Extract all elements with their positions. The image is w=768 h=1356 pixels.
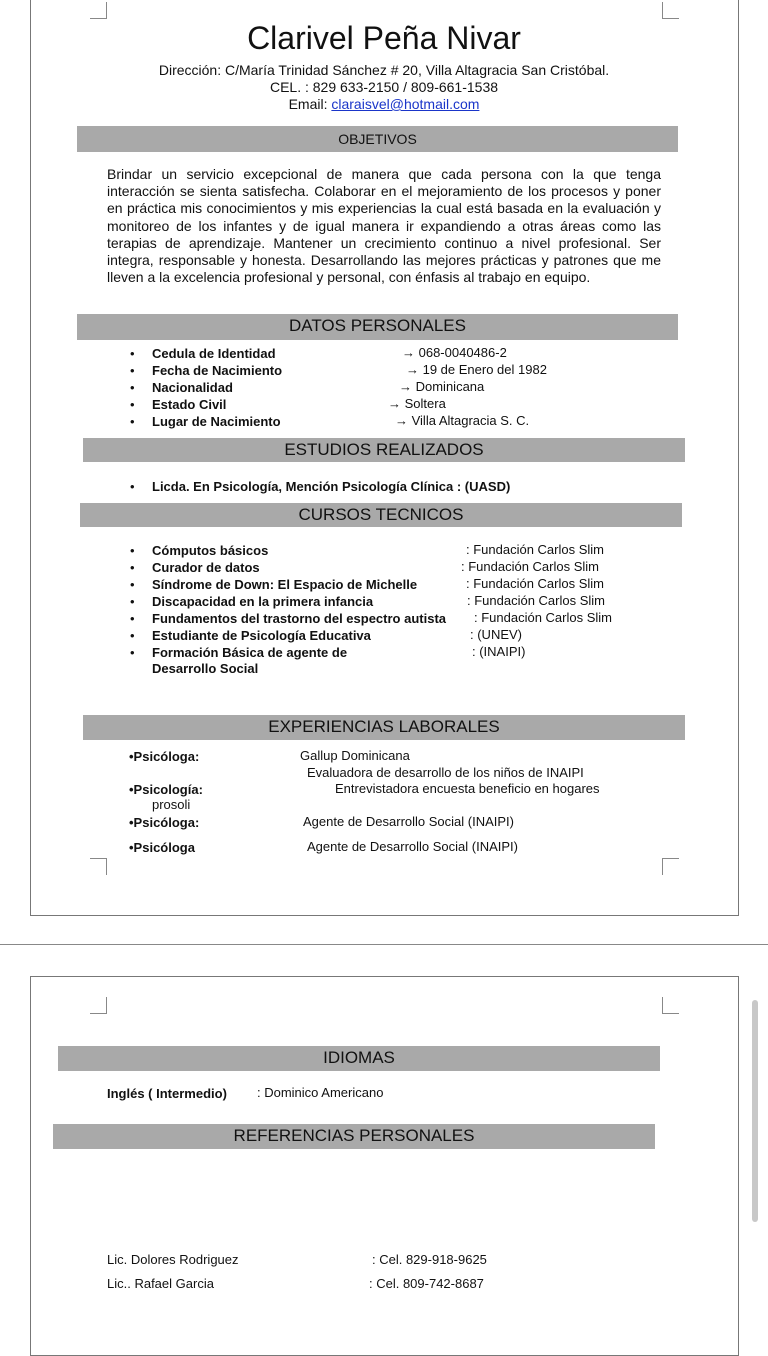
list-item-continuation: Desarrollo Social xyxy=(152,661,259,676)
experience-role: •Psicóloga xyxy=(129,840,195,855)
item-value: : (INAIPI) xyxy=(472,644,526,659)
resume-page-2 xyxy=(30,976,739,1356)
section-header-cursos: CURSOS TECNICOS xyxy=(80,503,682,527)
list-item: • Cedula de Identidad xyxy=(130,346,276,361)
list-item: • Fecha de Nacimiento xyxy=(130,363,283,378)
list-item: • Cómputos básicos xyxy=(130,543,269,558)
section-header-objetivos: OBJETIVOS xyxy=(77,126,678,152)
list-item: • Nacionalidad xyxy=(130,380,233,395)
email-link[interactable]: claraisvel@hotmail.com xyxy=(331,96,480,112)
page-corner-mark xyxy=(90,997,107,1014)
reference-phone: : Cel. 809-742-8687 xyxy=(369,1276,484,1291)
item-value: → 19 de Enero del 1982 xyxy=(406,362,547,377)
language-item: Inglés ( Intermedio) xyxy=(107,1086,227,1101)
experience-role: •Psicología: xyxy=(129,782,203,797)
list-item: • Síndrome de Down: El Espacio de Michelle xyxy=(130,577,418,592)
language-institution: : Dominico Americano xyxy=(257,1085,384,1100)
page-corner-mark xyxy=(662,2,679,19)
list-item: • Curador de datos xyxy=(130,560,260,575)
item-value: : Fundación Carlos Slim xyxy=(461,559,599,574)
item-value: → 068-0040486-2 xyxy=(402,345,507,360)
phone-line: CEL. : 829 633-2150 / 809-661-1538 xyxy=(269,79,499,95)
list-item: • Formación Básica de agente de xyxy=(130,645,348,660)
item-value: : Fundación Carlos Slim xyxy=(466,576,604,591)
reference-phone: : Cel. 829-918-9625 xyxy=(372,1252,487,1267)
experience-detail: Agente de Desarrollo Social (INAIPI) xyxy=(307,839,518,854)
experience-detail: Entrevistadora encuesta beneficio en hogares xyxy=(335,781,600,796)
list-item: • Discapacidad en la primera infancia xyxy=(130,594,374,609)
experience-role: •Psicóloga: xyxy=(129,749,200,764)
section-header-idiomas: IDIOMAS xyxy=(58,1046,660,1071)
email-line xyxy=(0,96,768,112)
item-value: : (UNEV) xyxy=(470,627,522,642)
list-item: • Estado Civil xyxy=(130,397,227,412)
item-value: → Villa Altagracia S. C. xyxy=(395,413,530,428)
address-line: Dirección: C/María Trinidad Sánchez # 20, Villa Altagracia San Cristóbal. xyxy=(158,62,610,78)
item-value: : Fundación Carlos Slim xyxy=(474,610,612,625)
experience-role: •Psicóloga: xyxy=(129,815,200,830)
reference-name: Lic.. Rafael Garcia xyxy=(107,1276,214,1291)
section-header-referencias: REFERENCIAS PERSONALES xyxy=(53,1124,655,1149)
list-item: • Fundamentos del trastorno del espectro autista xyxy=(130,611,446,626)
page-corner-mark xyxy=(90,858,107,875)
section-header-experiencias: EXPERIENCIAS LABORALES xyxy=(83,715,685,740)
page-corner-mark xyxy=(662,858,679,875)
list-item: • Licda. En Psicología, Mención Psicología Clínica : (UASD) xyxy=(130,479,511,494)
objective-text: Brindar un servicio excepcional de manera que cada persona con la que tenga interacción se sienta satisfecha. Colaborar en el mejoramiento de los procesos y poner en práctica mis conocimientos y mis experiencias la cual está basada en la evaluación y monitoreo de los infantes y de igual manera ir expandiendo a otras áreas como las terapias de aprendizaje. Mantener un crecimiento continuo a nivel profesional. Ser integra, responsable y honesta. Desarrollando las mejores prácticas y patrones que me lleven a la excelencia profesional y personal, con énfasis al trabajo en equipo. xyxy=(107,166,661,286)
resume-name: Clarivel Peña Nivar xyxy=(247,20,521,56)
page-separator xyxy=(0,944,768,945)
list-item: • Estudiante de Psicología Educativa xyxy=(130,628,371,643)
experience-detail: Agente de Desarrollo Social (INAIPI) xyxy=(303,814,514,829)
experience-role-continuation: prosoli xyxy=(152,797,191,812)
scrollbar[interactable] xyxy=(752,1000,758,1222)
item-value: → Soltera xyxy=(388,396,446,411)
page-corner-mark xyxy=(662,997,679,1014)
page-corner-mark xyxy=(90,2,107,19)
experience-detail: Gallup Dominicana xyxy=(300,748,410,763)
item-value: : Fundación Carlos Slim xyxy=(467,593,605,608)
item-value: : Fundación Carlos Slim xyxy=(466,542,604,557)
section-header-datos-personales: DATOS PERSONALES xyxy=(77,314,678,340)
email-label: Email: xyxy=(288,96,332,112)
experience-detail: Evaluadora de desarrollo de los niños de INAIPI xyxy=(307,765,584,780)
section-header-estudios: ESTUDIOS REALIZADOS xyxy=(83,438,685,462)
list-item: • Lugar de Nacimiento xyxy=(130,414,281,429)
reference-name: Lic. Dolores Rodriguez xyxy=(107,1252,239,1267)
item-value: → Dominicana xyxy=(399,379,485,394)
